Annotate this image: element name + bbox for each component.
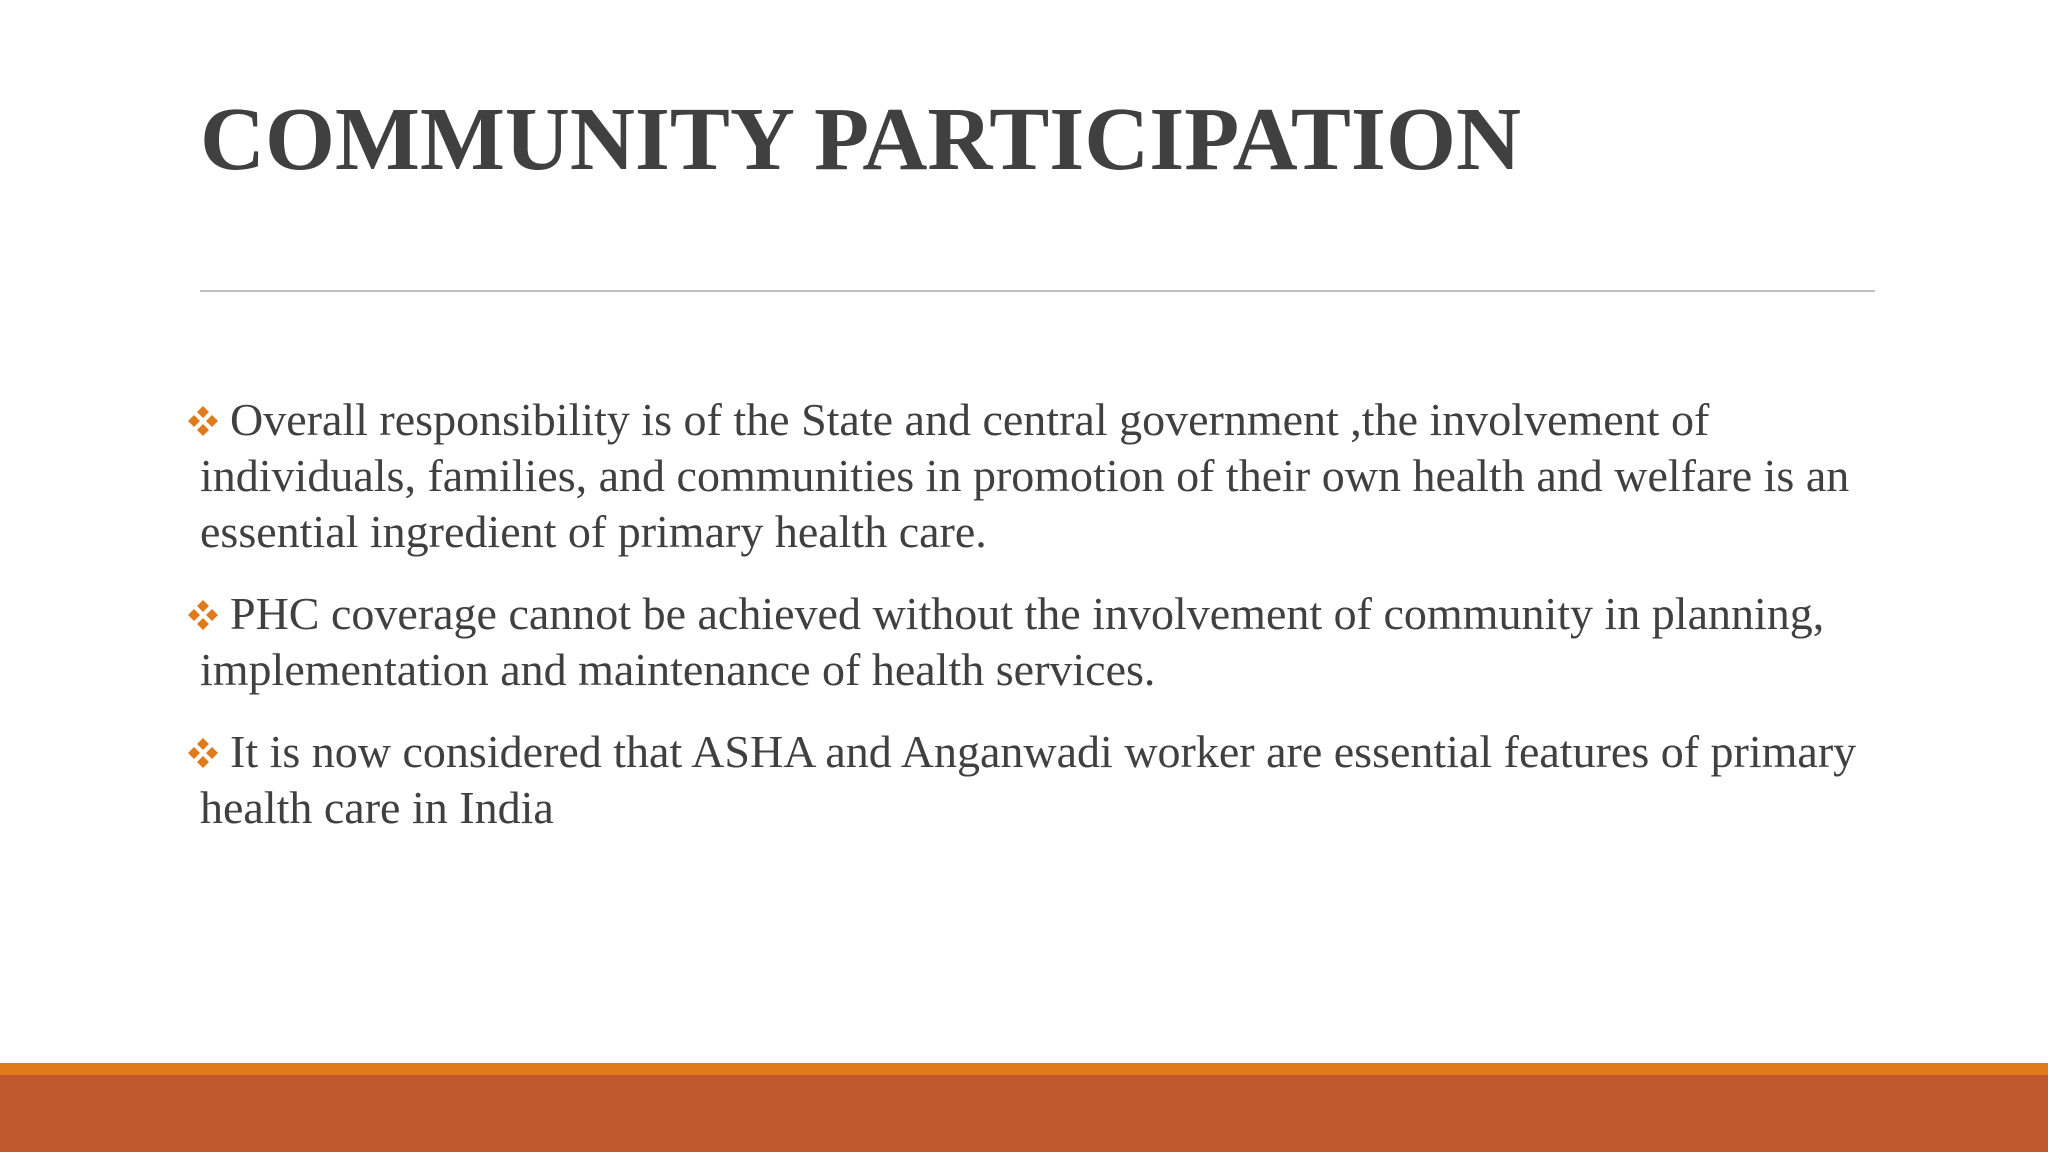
- bullet-text: Overall responsibility is of the State and central government ,the involvement of individuals, families, and communities in promotion of their own health and welfare is an essential ingredient of primary health care.: [200, 394, 1850, 557]
- diamond-bullet-icon: [186, 404, 220, 438]
- list-item: [200, 586, 1890, 698]
- bullet-list: [200, 392, 1890, 862]
- footer-band: [0, 1075, 2048, 1152]
- bullet-text: It is now considered that ASHA and Anganwadi worker are essential features of primary health care in India: [200, 726, 1857, 833]
- title-divider: [200, 290, 1875, 292]
- diamond-bullet-icon: [186, 736, 220, 770]
- footer-accent-line: [0, 1063, 2048, 1075]
- slide-title: COMMUNITY PARTICIPATION: [200, 90, 1521, 189]
- list-item: [200, 392, 1890, 560]
- diamond-bullet-icon: [186, 598, 220, 632]
- list-item: [200, 724, 1890, 836]
- bullet-text: PHC coverage cannot be achieved without the involvement of community in planning, implementation and maintenance of health services.: [200, 588, 1825, 695]
